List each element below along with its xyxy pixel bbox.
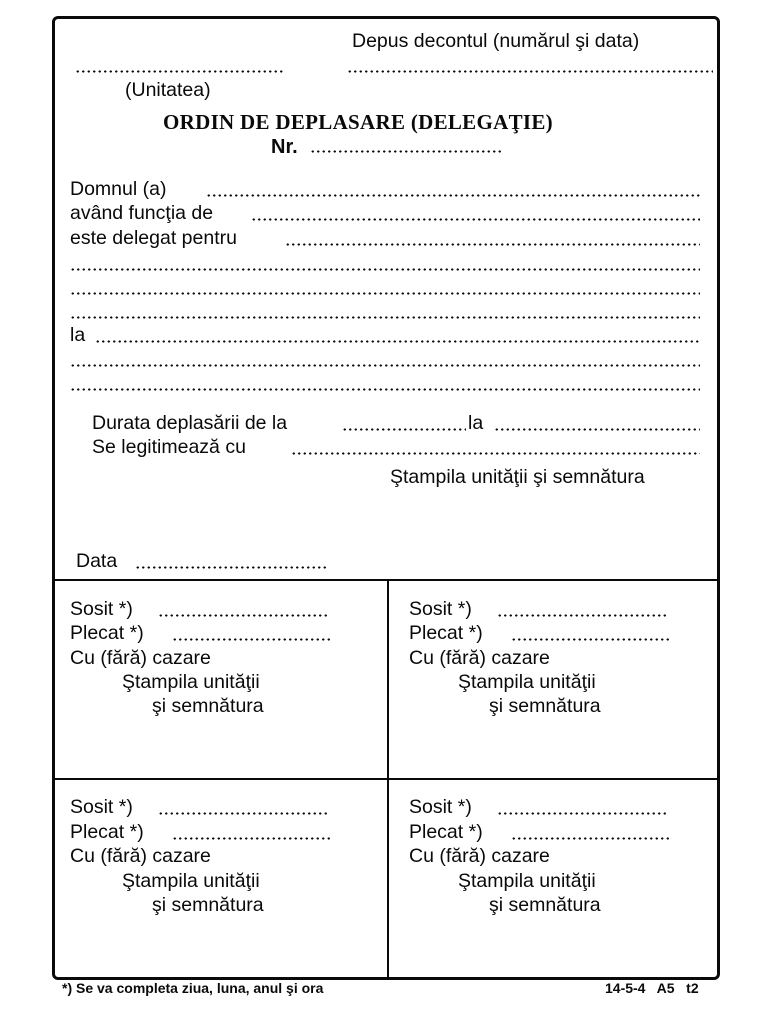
arrived-dotted-line bbox=[497, 812, 669, 815]
box-stamp-label: Ştampila unităţii bbox=[122, 671, 260, 693]
date-dotted-line bbox=[135, 566, 328, 569]
box-stamp-label: Ştampila unităţii bbox=[122, 870, 260, 892]
id-document-dotted-line bbox=[291, 452, 700, 455]
duration-from-label: Durata deplasării de la bbox=[92, 412, 288, 434]
duration-from-dotted-line bbox=[342, 428, 466, 431]
arrived-dotted-line bbox=[158, 614, 330, 617]
duration-to-dotted-line bbox=[494, 428, 700, 431]
box-signature-label: şi semnătura bbox=[152, 695, 264, 717]
box-signature-label: şi semnătura bbox=[489, 695, 601, 717]
departed-label: Plecat *) bbox=[409, 622, 483, 644]
decont-label: Depus decontul (numărul şi data) bbox=[352, 30, 640, 52]
form-code: 14-5-4 A5 t2 bbox=[605, 980, 699, 996]
arrived-label: Sosit *) bbox=[70, 598, 133, 620]
person-dotted-line bbox=[206, 194, 700, 197]
departed-dotted-line bbox=[172, 638, 330, 641]
departed-dotted-line bbox=[511, 837, 669, 840]
purpose-dotted-line-2 bbox=[70, 292, 700, 295]
function-dotted-line bbox=[251, 218, 700, 221]
lodging-label: Cu (fără) cazare bbox=[70, 647, 211, 669]
delegated-label: este delegat pentru bbox=[70, 227, 237, 249]
departed-label: Plecat *) bbox=[409, 821, 483, 843]
arrived-label: Sosit *) bbox=[409, 796, 472, 818]
box-signature-label: şi semnătura bbox=[489, 894, 601, 916]
purpose-dotted-line-3 bbox=[70, 316, 700, 319]
lodging-label: Cu (fără) cazare bbox=[70, 845, 211, 867]
person-label: Domnul (a) bbox=[70, 178, 167, 200]
place-dotted-line-3 bbox=[70, 388, 700, 391]
stamp-signature-label: Ştampila unităţii şi semnătura bbox=[390, 466, 645, 488]
departed-dotted-line bbox=[511, 638, 669, 641]
decont-dotted-line bbox=[347, 70, 713, 73]
place-dotted-line-2 bbox=[70, 364, 700, 367]
grid-top-line bbox=[55, 579, 717, 581]
unit-dotted-line bbox=[75, 70, 283, 73]
duration-to-label: la bbox=[468, 412, 484, 434]
order-number-dotted-line bbox=[310, 150, 502, 153]
arrived-label: Sosit *) bbox=[409, 598, 472, 620]
footnote: *) Se va completa ziua, luna, anul şi ora bbox=[62, 980, 324, 996]
departed-label: Plecat *) bbox=[70, 622, 144, 644]
id-document-label: Se legitimează cu bbox=[92, 436, 246, 458]
lodging-label: Cu (fără) cazare bbox=[409, 647, 550, 669]
lodging-label: Cu (fără) cazare bbox=[409, 845, 550, 867]
place-dotted-line bbox=[95, 340, 700, 343]
box-stamp-label: Ştampila unităţii bbox=[458, 870, 596, 892]
departed-label: Plecat *) bbox=[70, 821, 144, 843]
date-label: Data bbox=[76, 550, 118, 572]
grid-vertical-line bbox=[387, 579, 389, 977]
grid-middle-line bbox=[55, 778, 717, 780]
form-title: ORDIN DE DEPLASARE (DELEGAŢIE) bbox=[163, 110, 553, 134]
arrived-label: Sosit *) bbox=[70, 796, 133, 818]
function-label: având funcţia de bbox=[70, 202, 214, 224]
delegated-dotted-line bbox=[285, 243, 700, 246]
unit-label: (Unitatea) bbox=[125, 79, 211, 101]
travel-order-form bbox=[52, 16, 720, 980]
arrived-dotted-line bbox=[497, 614, 669, 617]
arrived-dotted-line bbox=[158, 812, 330, 815]
departed-dotted-line bbox=[172, 837, 330, 840]
box-signature-label: şi semnătura bbox=[152, 894, 264, 916]
place-label: la bbox=[70, 324, 86, 346]
purpose-dotted-line-1 bbox=[70, 268, 700, 271]
order-number-label: Nr. bbox=[271, 136, 298, 158]
box-stamp-label: Ştampila unităţii bbox=[458, 671, 596, 693]
